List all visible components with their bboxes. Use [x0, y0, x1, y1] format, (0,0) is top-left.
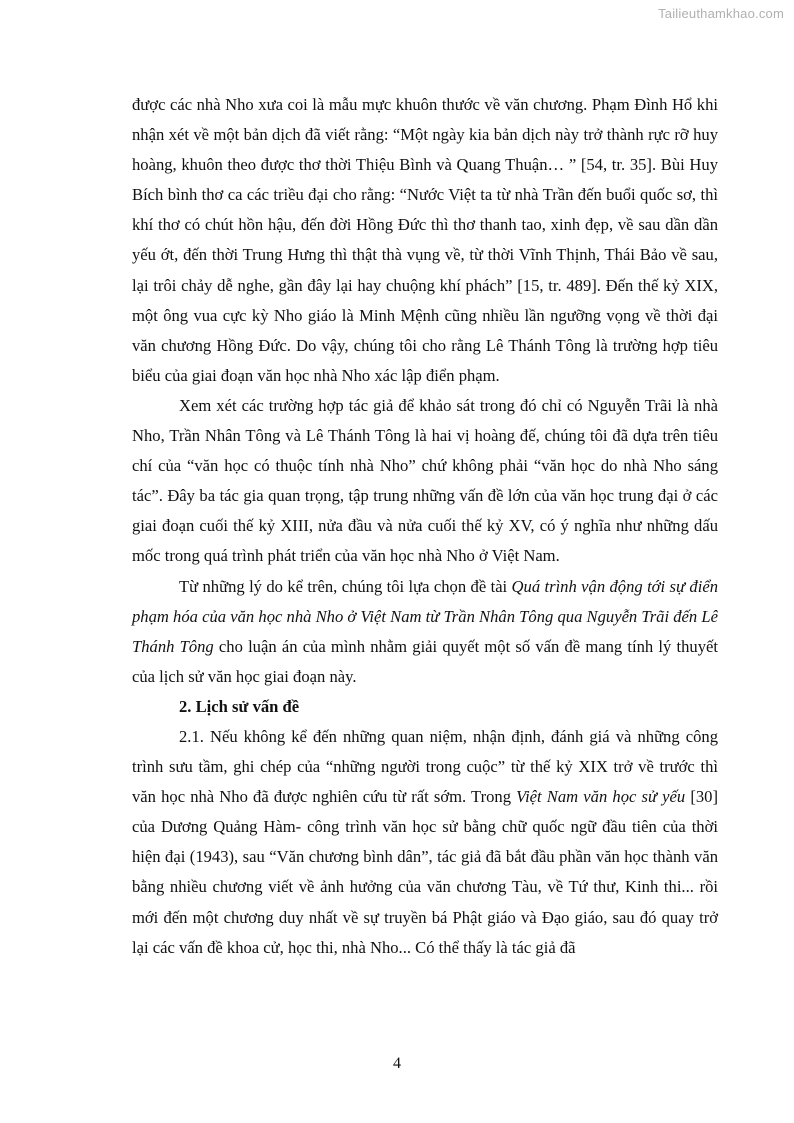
paragraph-4 — [132, 722, 718, 963]
page-number: 4 — [393, 1055, 401, 1072]
section-heading: 2. Lịch sử vấn đề — [179, 696, 300, 716]
paragraph-2: Xem xét các trường hợp tác giả để khảo sát trong đó chỉ có Nguyễn Trãi là nhà Nho, Trần Nhân Tông và Lê Thánh Tông là hai vị hoàng đế, chúng tôi đã dựa trên tiêu chí của “văn học có thuộc tính nhà Nho” chứ không phải “văn học do nhà Nho sáng tác”. Đây ba tác gia quan trọng, tập trung những vấn đề lớn của văn học trung đại ở các giai đoạn cuối thế kỷ XIII, nửa đầu và nửa cuối thế kỷ XV, có ý nghĩa như những dấu mốc trong quá trình phát triển của văn học nhà Nho ở Việt Nam. — [132, 395, 718, 566]
paragraph-3-text-start: Từ những lý do kể trên, chúng tôi lựa chọn đề tài — [179, 576, 512, 596]
paragraph-3-text-end: cho luận án của mình nhằm giải quyết một số vấn đề mang tính lý thuyết của lịch sử văn học giai đoạn này. — [132, 636, 718, 686]
paragraph-4-text-start: 2.1. Nếu không kể đến những quan niệm, nhận định, đánh giá và những công trình sưu tầm, ghi chép của “những người trong cuộc” từ thế kỷ XIX trở về trước thì văn học nhà Nho đã được nghiên cứu từ rất sớm. Trong — [132, 726, 718, 807]
book-title: Việt Nam văn học sử yếu — [516, 787, 686, 807]
paragraph-1: được các nhà Nho xưa coi là mẫu mực khuôn thước về văn chương. Phạm Đình Hổ khi nhận xét về một bản dịch đã viết rằng: “Một ngày kia bản dịch này trở thành rực rỡ huy hoàng, khuôn theo được thơ thời Thiệu Bình và Quang Thuận… ” [54, tr. 35]. Bùi Huy Bích bình thơ ca các triều đại cho rằng: “Nước Việt ta từ nhà Trần đến buổi quốc sơ, thì khí thơ có chút hồn hậu, đến đời Hồng Đức thì thơ thanh tao, xinh đẹp, về sau dần dần yếu ớt, đến thời Trung Hưng thì thật thà vụng về, từ thời Vĩnh Thịnh, Thái Bảo về sau, lại trôi chảy dễ nghe, gần đây lại hay chuộng khí phách” [15, tr. 489]. Đến thế kỷ XIX, một ông vua cực kỳ Nho giáo là Minh Mệnh cũng nhiều lần ngưỡng vọng về thời đại văn chương Hồng Đức. Do vậy, chúng tôi cho rằng Lê Thánh Tông là trường hợp tiêu biểu của giai đoạn văn học nhà Nho xác lập điển phạm. — [132, 95, 718, 385]
thesis-title: Quá trình vận động tới sự điển phạm hóa của văn học nhà Nho ở Việt Nam từ Trần Nhân Tông qua Nguyễn Trãi đến Lê Thánh Tông — [132, 576, 718, 656]
page-body — [132, 90, 718, 963]
paragraph-3 — [132, 572, 718, 692]
paragraph-4-text-end: [30] của Dương Quảng Hàm- công trình văn học sử bằng chữ quốc ngữ đầu tiên của thời hiện đại (1943), sau “Văn chương bình dân”, tác giả đã bắt đầu phần văn học thành văn bằng nhiều chương viết về ảnh hưởng của văn chương Tàu, về Tứ thư, Kinh thi... rồi mới đến một chương duy nhất về sự truyền bá Phật giáo và Đạo giáo, sau đó quay trở lại các vấn đề khoa cử, học thi, nhà Nho... Có thể thấy là tác giả đã — [132, 787, 718, 957]
watermark: Tailieuthamkhao.com — [658, 6, 784, 21]
